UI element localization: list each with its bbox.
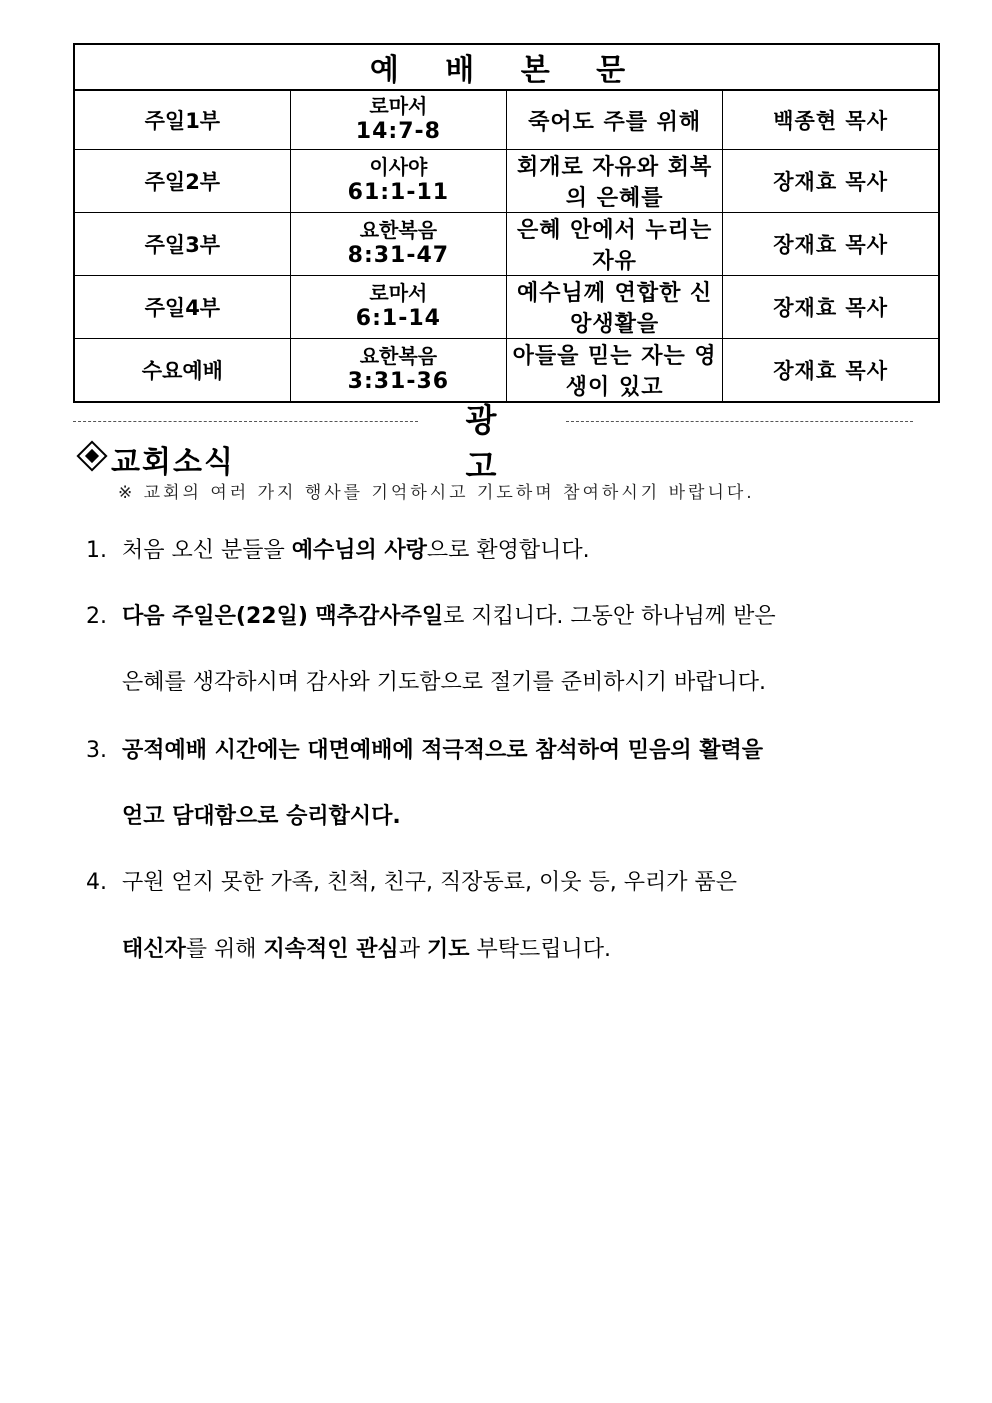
table-row: [74, 150, 939, 213]
item-emphasis: 태신자: [122, 937, 186, 962]
item-text: 처음 오신 분들을: [122, 538, 292, 563]
table-row: [74, 276, 939, 339]
item-emphasis: 다음 주일은(22일) 맥추감사주일: [122, 604, 444, 629]
divider-left: [73, 421, 418, 422]
item-continuation: 은혜를 생각하시며 감사와 기도함으로 절기를 준비하시기 바랍니다.: [122, 670, 767, 695]
announcement-item-1: [86, 533, 590, 564]
service-name: 주일2부: [74, 150, 290, 213]
item-text: 구원 얻지 못한 가족, 친척, 친구, 직장동료, 이웃 등, 우리가 품은: [122, 870, 737, 895]
sermon-title: 회개로 자유와 회복의 은혜를: [507, 150, 723, 213]
item-number: 1.: [86, 538, 107, 563]
preacher-name: 장재효 목사: [723, 276, 939, 339]
item-text: 부탁드립니다.: [469, 937, 611, 962]
table-row: [74, 90, 939, 150]
item-continuation: [122, 932, 611, 963]
sermon-title: 죽어도 주를 위해: [507, 90, 723, 150]
sermon-title: 아들을 믿는 자는 영생이 있고: [507, 339, 723, 403]
scripture-verse: 6:1-14: [355, 306, 441, 331]
item-number: 3.: [86, 738, 107, 763]
item-number: 4.: [86, 870, 107, 895]
scripture-verse: 8:31-47: [347, 243, 450, 268]
preacher-name: 장재효 목사: [723, 339, 939, 403]
scripture-verse: 14:7-8: [355, 119, 441, 144]
scripture-ref: [290, 150, 506, 213]
scripture-verse: 61:1-11: [347, 180, 450, 205]
scripture-ref: [290, 213, 506, 276]
sermon-title: 은혜 안에서 누리는 자유: [507, 213, 723, 276]
scripture-ref: [290, 339, 506, 403]
diamond-bullet-icon: [76, 440, 107, 471]
item-text: 과: [398, 937, 427, 962]
preacher-name: 장재효 목사: [723, 150, 939, 213]
scripture-book: 로마서: [369, 94, 428, 118]
worship-table: [73, 43, 940, 403]
worship-table-title: 예 배 본 문: [74, 44, 939, 90]
item-emphasis: 지속적인 관심: [263, 937, 399, 962]
scripture-book: 요한복음: [359, 344, 438, 368]
item-text: 으로 환영합니다.: [426, 538, 590, 563]
item-emphasis: 기도: [426, 937, 470, 962]
sermon-title: 예수님께 연합한 신앙생활을: [507, 276, 723, 339]
service-name: 주일4부: [74, 276, 290, 339]
section-title: 교회소식: [111, 445, 235, 480]
scripture-ref: [290, 276, 506, 339]
service-name: 수요예배: [74, 339, 290, 403]
announcement-item-3: [86, 733, 763, 764]
item-continuation: 얻고 담대함으로 승리합시다.: [122, 804, 401, 829]
item-emphasis: 공적예배 시간에는 대면예배에 적극적으로 참석하여 믿음의 활력을: [122, 738, 764, 763]
service-name: 주일1부: [74, 90, 290, 150]
section-note: ※ 교회의 여러 가지 행사를 기억하시고 기도하며 참여하시기 바랍니다.: [118, 483, 755, 503]
item-text: 로 지킵니다. 그동안 하나님께 받은: [443, 604, 776, 629]
item-emphasis: 예수님의 사랑: [291, 538, 427, 563]
table-row: [74, 213, 939, 276]
announcement-item-4: [86, 865, 737, 896]
item-text: 를 위해: [185, 937, 264, 962]
preacher-name: 장재효 목사: [723, 213, 939, 276]
table-row: [74, 339, 939, 403]
announcement-title: 광 고: [465, 401, 525, 485]
preacher-name: 백종현 목사: [723, 90, 939, 150]
divider-right: [566, 421, 913, 422]
item-number: 2.: [86, 604, 107, 629]
scripture-book: 이사야: [369, 155, 428, 179]
scripture-book: 요한복음: [359, 218, 438, 242]
scripture-ref: [290, 90, 506, 150]
scripture-book: 로마서: [369, 281, 428, 305]
service-name: 주일3부: [74, 213, 290, 276]
scripture-verse: 3:31-36: [347, 369, 450, 394]
announcement-item-2: [86, 599, 776, 630]
